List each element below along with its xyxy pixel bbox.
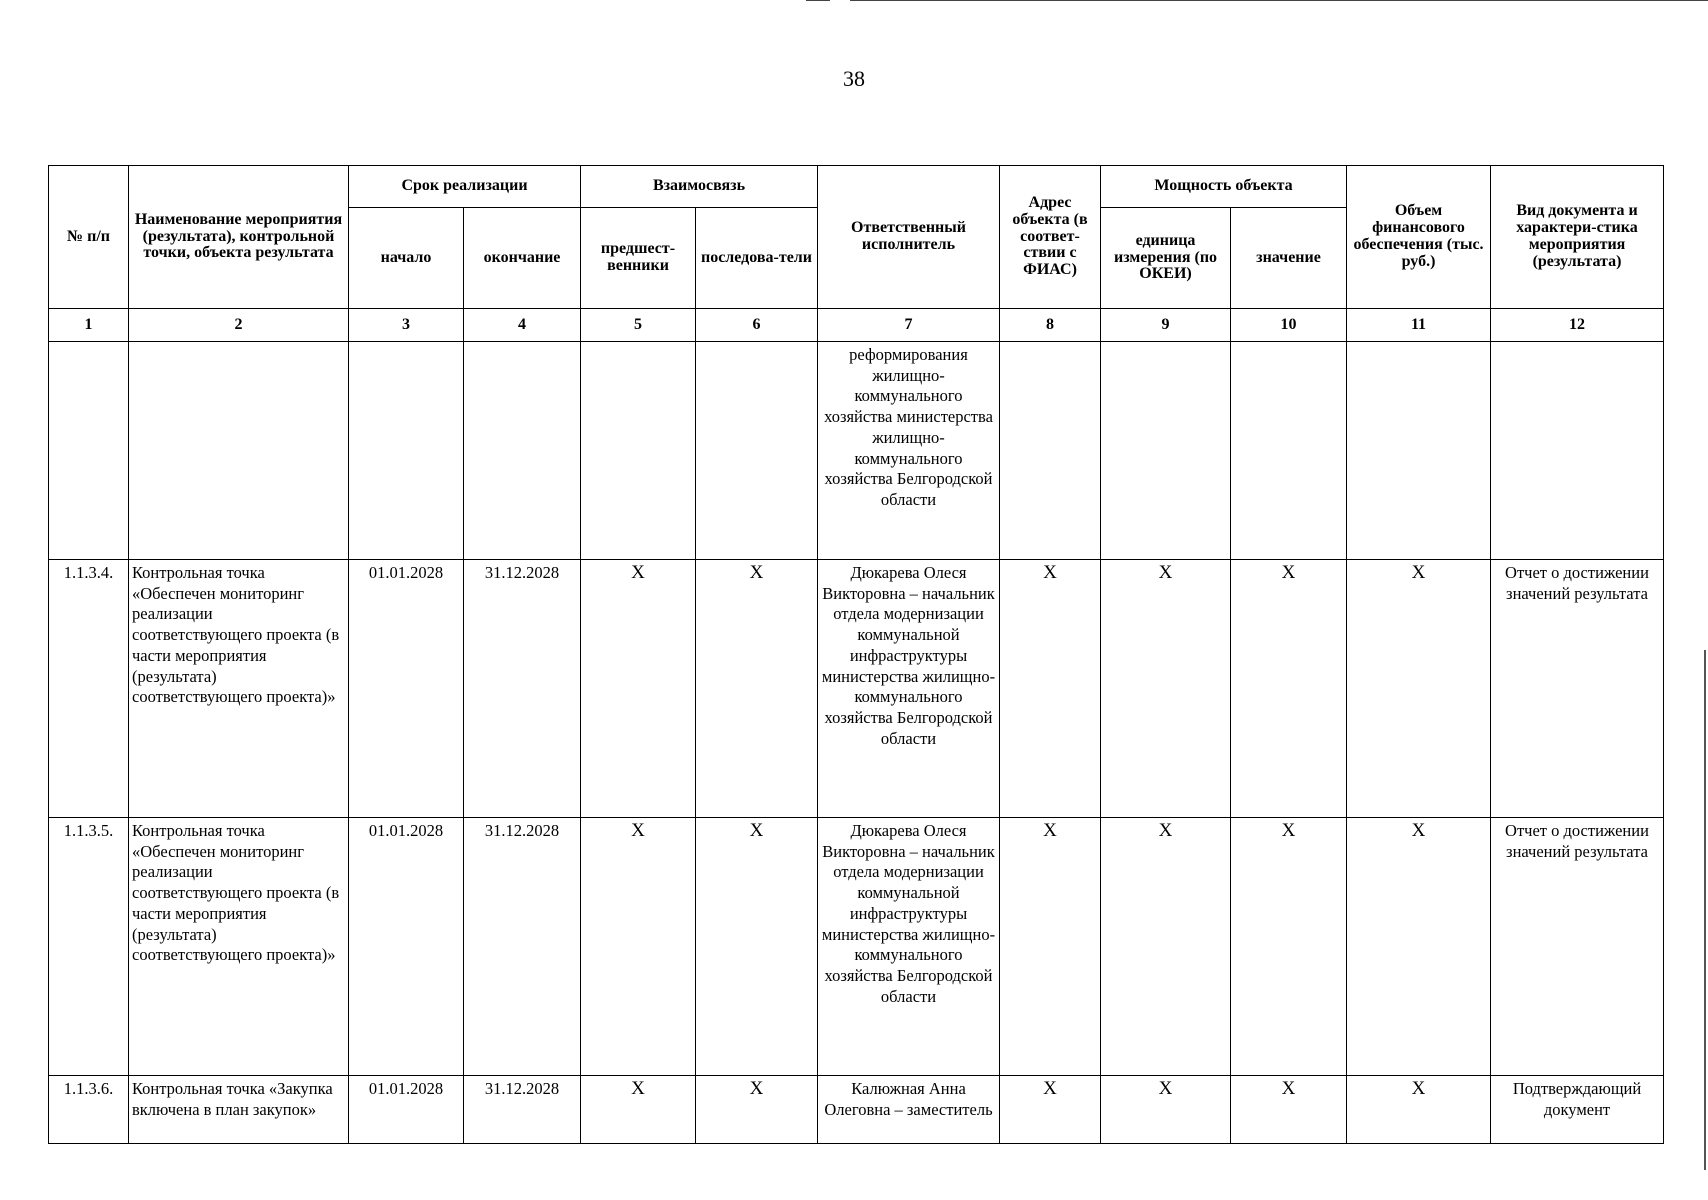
cell-address: Х (1000, 818, 1101, 1076)
header-financing: Объем финансового обеспечения (тыс. руб.) (1347, 166, 1491, 309)
cell-start: 01.01.2028 (349, 1076, 464, 1144)
top-edge-rule (850, 0, 1708, 1)
cell-unit: Х (1101, 818, 1231, 1076)
column-number: 4 (464, 309, 581, 342)
header-name: Наименование мероприятия (результата), контрольной точки, объекта результата (129, 166, 349, 309)
page-number: 38 (843, 66, 865, 91)
header-num: № п/п (49, 166, 129, 309)
cell-document: Отчет о достижении значений результата (1491, 560, 1664, 818)
column-number-row (49, 309, 1664, 342)
cell-pred: Х (581, 818, 696, 1076)
header-document: Вид документа и характери-стика мероприятия (результата) (1491, 166, 1664, 309)
table-row (49, 560, 1664, 818)
column-number: 7 (818, 309, 1000, 342)
cell-num: 1.1.3.6. (49, 1076, 129, 1144)
header-capacity-group: Мощность объекта (1101, 166, 1347, 208)
header-end: окончание (464, 208, 581, 309)
cell-end: 31.12.2028 (464, 1076, 581, 1144)
cell-unit: Х (1101, 560, 1231, 818)
cell-document: Отчет о достижении значений результата (1491, 818, 1664, 1076)
cell-succ: Х (696, 1076, 818, 1144)
cell-executor: Калюжная Анна Олеговна – заместитель (818, 1076, 1000, 1144)
cell-financing: Х (1347, 1076, 1491, 1144)
column-number: 5 (581, 309, 696, 342)
column-number: 3 (349, 309, 464, 342)
cell-unit: Х (1101, 1076, 1231, 1144)
cell-start: 01.01.2028 (349, 818, 464, 1076)
header-link-group: Взаимосвязь (581, 166, 818, 208)
cell-name: Контрольная точка «Закупка включена в план закупок» (129, 1076, 349, 1144)
cell-succ: Х (696, 560, 818, 818)
cell-end (464, 342, 581, 560)
table-row (49, 1076, 1664, 1144)
plan-table (48, 165, 1664, 1144)
cell-start: 01.01.2028 (349, 560, 464, 818)
cell-financing: Х (1347, 818, 1491, 1076)
cell-financing: Х (1347, 560, 1491, 818)
cell-succ: Х (696, 818, 818, 1076)
cell-executor: реформирования жилищно-коммунального хозяйства министерства жилищно-коммунального хозяйства Белгородской области (818, 342, 1000, 560)
cell-succ (696, 342, 818, 560)
cell-address (1000, 342, 1101, 560)
cell-num: 1.1.3.5. (49, 818, 129, 1076)
header-unit: единица измерения (по ОКЕИ) (1101, 208, 1231, 309)
table-body (49, 342, 1664, 1144)
cell-address: Х (1000, 560, 1101, 818)
header-predecessors: предшест-венники (581, 208, 696, 309)
header-executor: Ответственный исполнитель (818, 166, 1000, 309)
right-edge-mark (1704, 650, 1706, 1170)
column-number: 9 (1101, 309, 1231, 342)
column-number: 8 (1000, 309, 1101, 342)
cell-name: Контрольная точка «Обеспечен мониторинг реализации соответствующего проекта (в части мероприятия (результата) соответствующего проекта)» (129, 560, 349, 818)
column-number: 1 (49, 309, 129, 342)
cell-name (129, 342, 349, 560)
top-edge-mark (806, 0, 830, 1)
cell-pred: Х (581, 1076, 696, 1144)
cell-address: Х (1000, 1076, 1101, 1144)
header-start: начало (349, 208, 464, 309)
cell-unit (1101, 342, 1231, 560)
table-header (49, 166, 1664, 342)
cell-value: Х (1231, 818, 1347, 1076)
cell-name: Контрольная точка «Обеспечен мониторинг реализации соответствующего проекта (в части мероприятия (результата) соответствующего проекта)» (129, 818, 349, 1076)
cell-pred: Х (581, 560, 696, 818)
cell-executor: Дюкарева Олеся Викторовна – начальник отдела модернизации коммунальной инфраструктуры министерства жилищно-коммунального хозяйства Белгородской области (818, 560, 1000, 818)
cell-pred (581, 342, 696, 560)
cell-start (349, 342, 464, 560)
cell-end: 31.12.2028 (464, 818, 581, 1076)
column-number: 6 (696, 309, 818, 342)
cell-value (1231, 342, 1347, 560)
column-number: 10 (1231, 309, 1347, 342)
cell-financing (1347, 342, 1491, 560)
header-address: Адрес объекта (в соответ-ствии с ФИАС) (1000, 166, 1101, 309)
header-value: значение (1231, 208, 1347, 309)
cell-document (1491, 342, 1664, 560)
cell-num (49, 342, 129, 560)
cell-document: Подтверждающий документ (1491, 1076, 1664, 1144)
cell-value: Х (1231, 560, 1347, 818)
column-number: 2 (129, 309, 349, 342)
cell-value: Х (1231, 1076, 1347, 1144)
header-successors: последова-тели (696, 208, 818, 309)
cell-end: 31.12.2028 (464, 560, 581, 818)
header-term-group: Срок реализации (349, 166, 581, 208)
cell-num: 1.1.3.4. (49, 560, 129, 818)
table-row (49, 818, 1664, 1076)
cell-executor: Дюкарева Олеся Викторовна – начальник отдела модернизации коммунальной инфраструктуры министерства жилищно-коммунального хозяйства Белгородской области (818, 818, 1000, 1076)
column-number: 12 (1491, 309, 1664, 342)
column-number: 11 (1347, 309, 1491, 342)
table-row (49, 342, 1664, 560)
